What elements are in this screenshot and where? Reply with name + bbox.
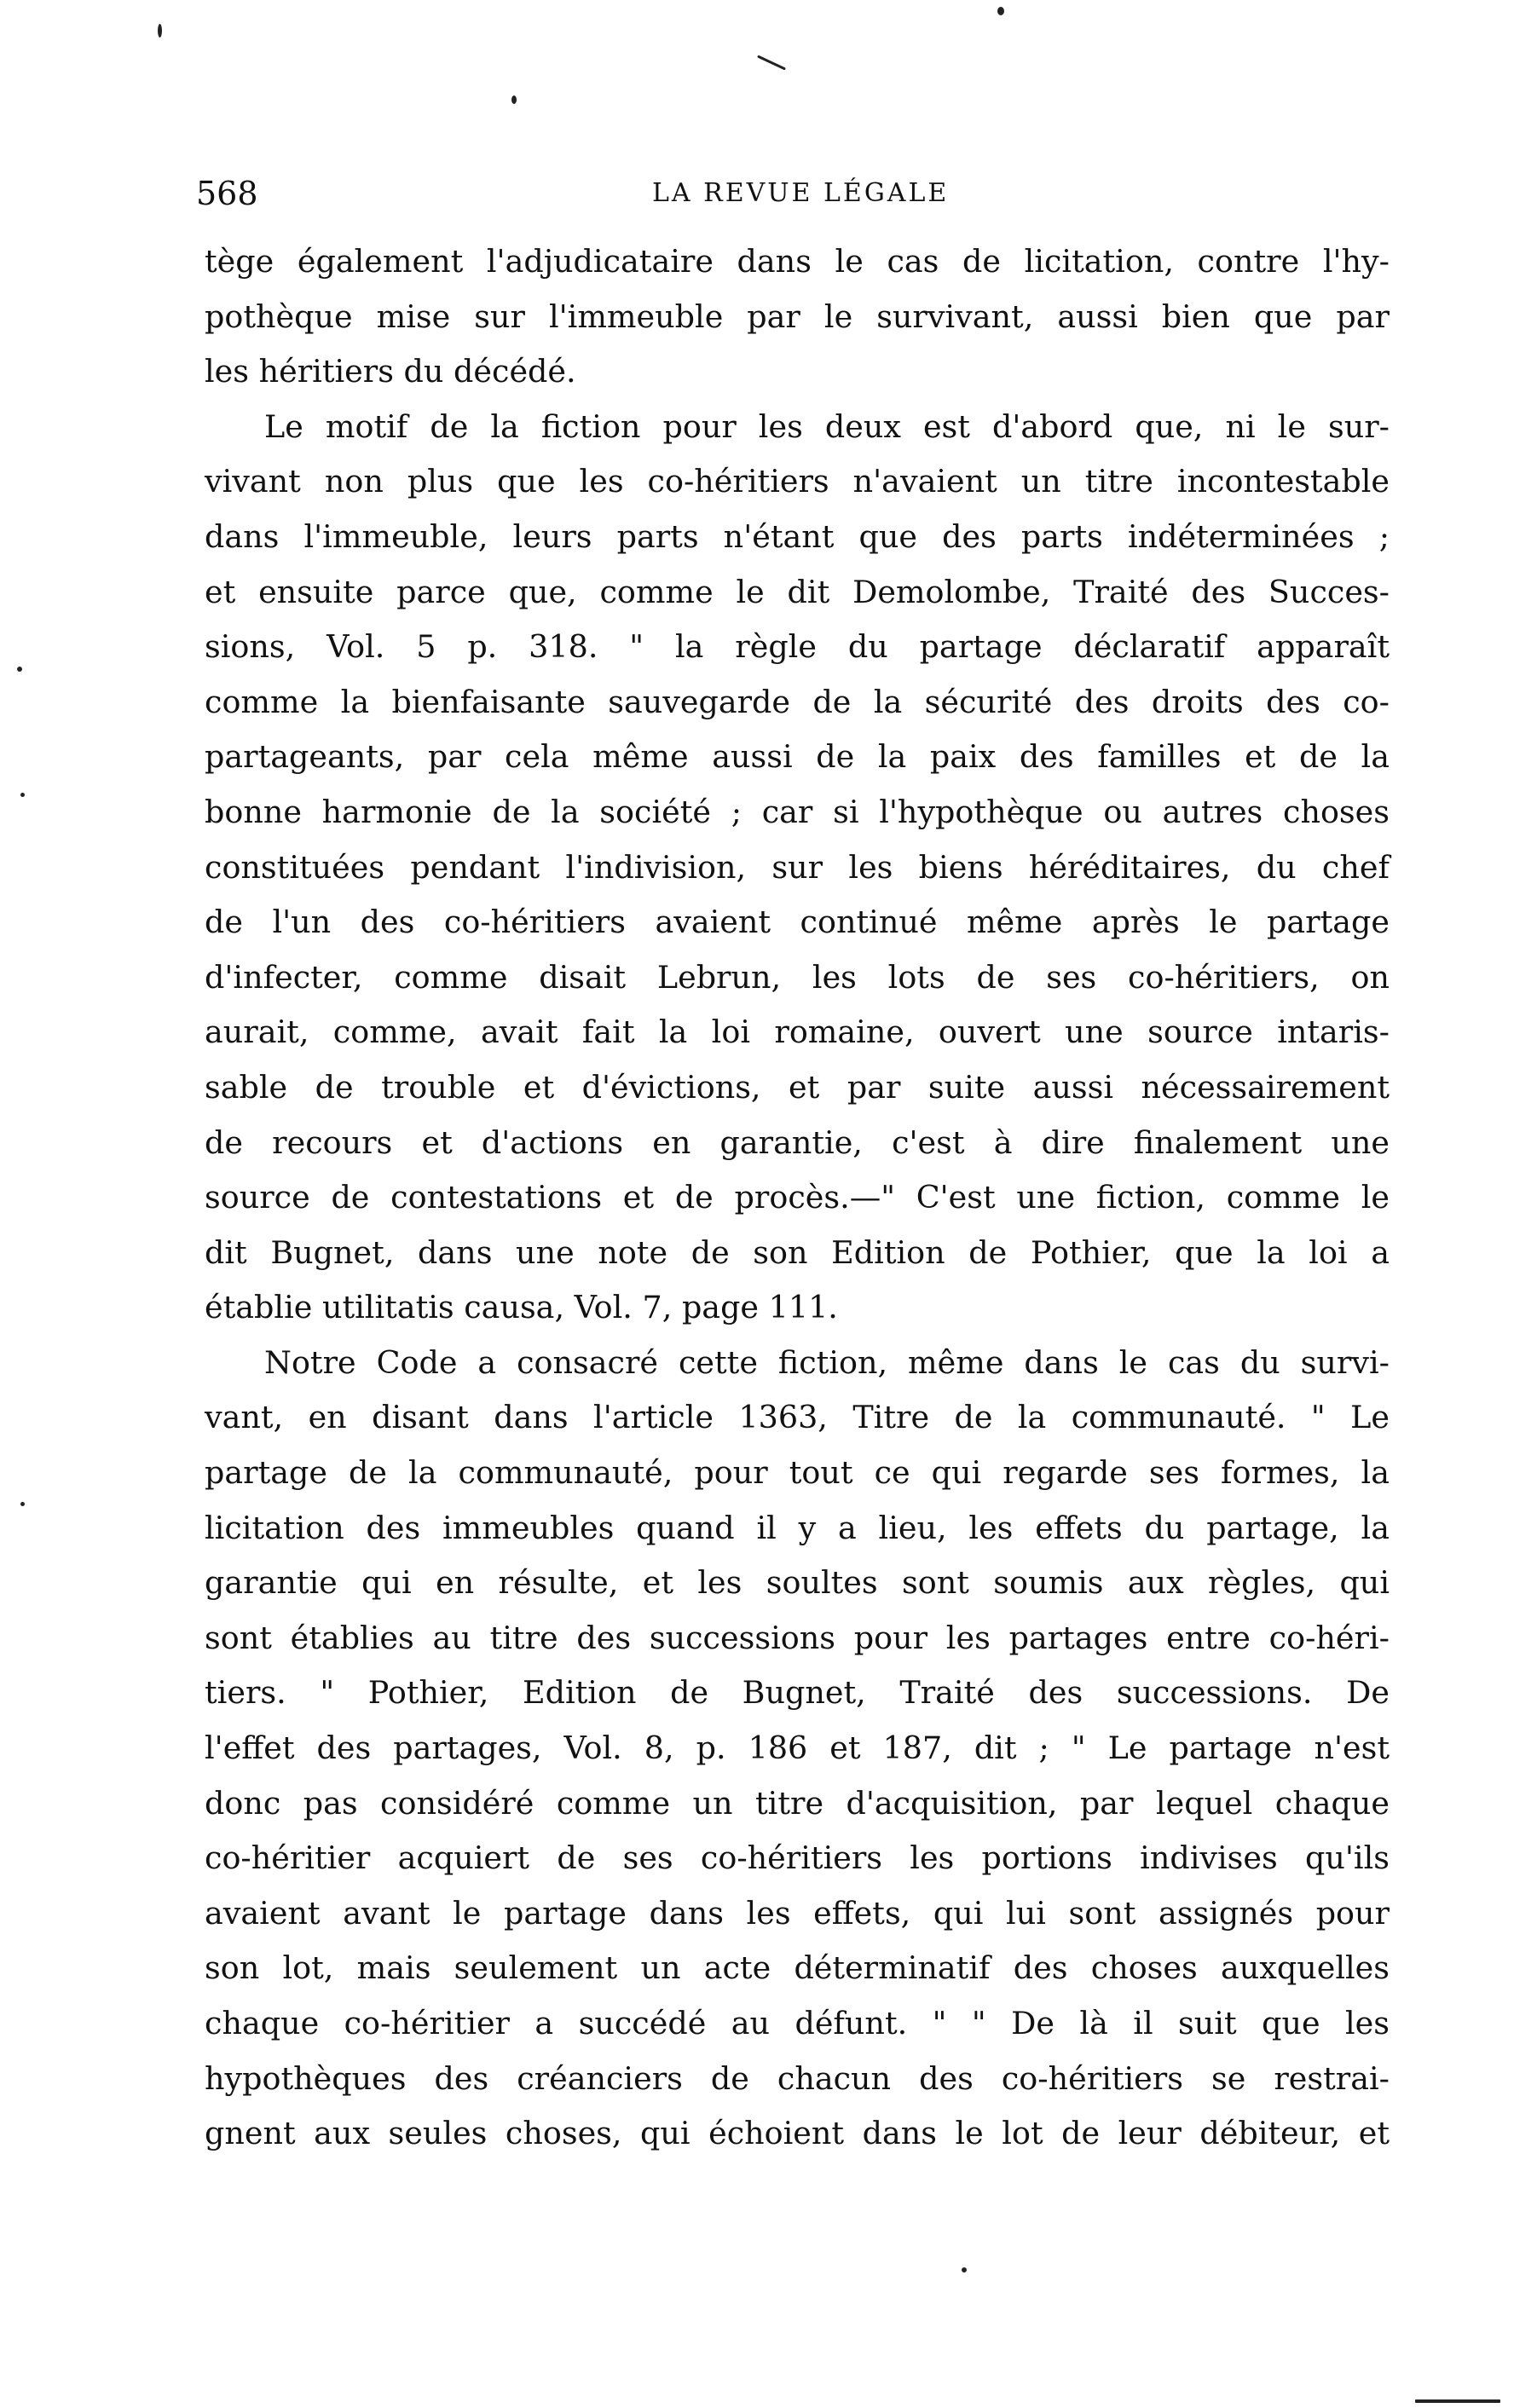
text-line: partageants, par cela même aussi de la paix des familles et de la <box>205 738 1390 776</box>
text-line: sable de trouble et d'évictions, et par suite aussi nécessairement <box>205 1068 1390 1106</box>
text-line: et ensuite parce que, comme le dit Demolombe, Traité des Succes- <box>205 573 1390 610</box>
text-line: l'effet des partages, Vol. 8, p. 186 et 187, dit ; " Le partage n'est <box>205 1729 1390 1767</box>
scan-speck <box>511 95 517 104</box>
text-line: hypothèques des créanciers de chacun des co-héritiers se restrai- <box>205 2059 1390 2097</box>
text-line: garantie qui en résulte, et les soultes sont soumis aux règles, qui <box>205 1564 1390 1602</box>
page-header <box>196 175 1398 226</box>
text-line: chaque co-héritier a succédé au défunt. " " De là il suit que les <box>205 2005 1390 2041</box>
text-line: bonne harmonie de la société ; car si l'hypothèque ou autres choses <box>205 793 1390 830</box>
text-line: donc pas considéré comme un titre d'acquisition, par lequel chaque <box>205 1784 1390 1822</box>
text-line: sont établies au titre des successions pour les partages entre co-héri- <box>205 1619 1390 1656</box>
scan-speck <box>962 2267 967 2272</box>
scan-speck <box>20 1502 25 1506</box>
scan-speck <box>757 55 786 71</box>
text-line: pothèque mise sur l'immeuble par le survivant, aussi bien que par <box>205 297 1390 335</box>
text-line: les héritiers du décédé. <box>205 353 576 390</box>
page-number: 568 <box>196 175 258 212</box>
text-line: établie utilitatis causa, Vol. 7, page 111. <box>205 1289 838 1326</box>
text-line: avaient avant le partage dans les effets, qui lui sont assignés pour <box>205 1894 1390 1932</box>
text-line: gnent aux seules choses, qui échoient dans le lot de leur débiteur, et <box>205 2115 1390 2152</box>
text-line: co-héritier acquiert de ses co-héritiers les portions indivises qu'ils <box>205 1839 1390 1877</box>
text-line: tiers. " Pothier, Edition de Bugnet, Traité des successions. De <box>205 1674 1390 1712</box>
scan-speck <box>17 667 22 672</box>
scan-speck <box>20 793 25 797</box>
running-head: LA REVUE LÉGALE <box>652 178 950 208</box>
text-line: de recours et d'actions en garantie, c'est à dire finalement une <box>205 1123 1390 1161</box>
text-line: comme la bienfaisante sauvegarde de la sécurité des droits des co- <box>205 683 1390 720</box>
text-line: licitation des immeubles quand il y a lieu, les effets du partage, la <box>205 1509 1390 1546</box>
text-line: source de contestations et de procès.—" C'est une fiction, comme le <box>205 1179 1390 1216</box>
scan-speck <box>158 24 162 38</box>
text-line: d'infecter, comme disait Lebrun, les lots de ses co-héritiers, on <box>205 958 1390 996</box>
text-line: Le motif de la fiction pour les deux est d'abord que, ni le sur- <box>264 407 1390 445</box>
text-line: dit Bugnet, dans une note de son Edition de Pothier, que la loi a <box>205 1233 1390 1271</box>
text-line: constituées pendant l'indivision, sur les biens héréditaires, du chef <box>205 848 1390 886</box>
text-line: son lot, mais seulement un acte déterminatif des choses auxquelles <box>205 1949 1390 1987</box>
scan-speck <box>1415 2399 1500 2403</box>
body-text <box>205 234 1390 2162</box>
text-line: tège également l'adjudicataire dans le cas de licitation, contre l'hy- <box>205 243 1390 280</box>
text-line: de l'un des co-héritiers avaient continué même après le partage <box>205 904 1390 941</box>
text-line: dans l'immeuble, leurs parts n'étant que des parts indéterminées ; <box>205 517 1390 555</box>
text-line: aurait, comme, avait fait la loi romaine, ouvert une source intaris- <box>205 1013 1390 1051</box>
text-line: partage de la communauté, pour tout ce qui regarde ses formes, la <box>205 1454 1390 1492</box>
text-line: vant, en disant dans l'article 1363, Titre de la communauté. " Le <box>205 1399 1390 1436</box>
text-line: sions, Vol. 5 p. 318. " la règle du partage déclaratif apparaît <box>205 628 1390 666</box>
text-line: Notre Code a consacré cette fiction, même dans le cas du survi- <box>264 1343 1390 1381</box>
text-line: vivant non plus que les co-héritiers n'avaient un titre incontestable <box>205 463 1390 500</box>
scan-speck <box>997 7 1004 15</box>
